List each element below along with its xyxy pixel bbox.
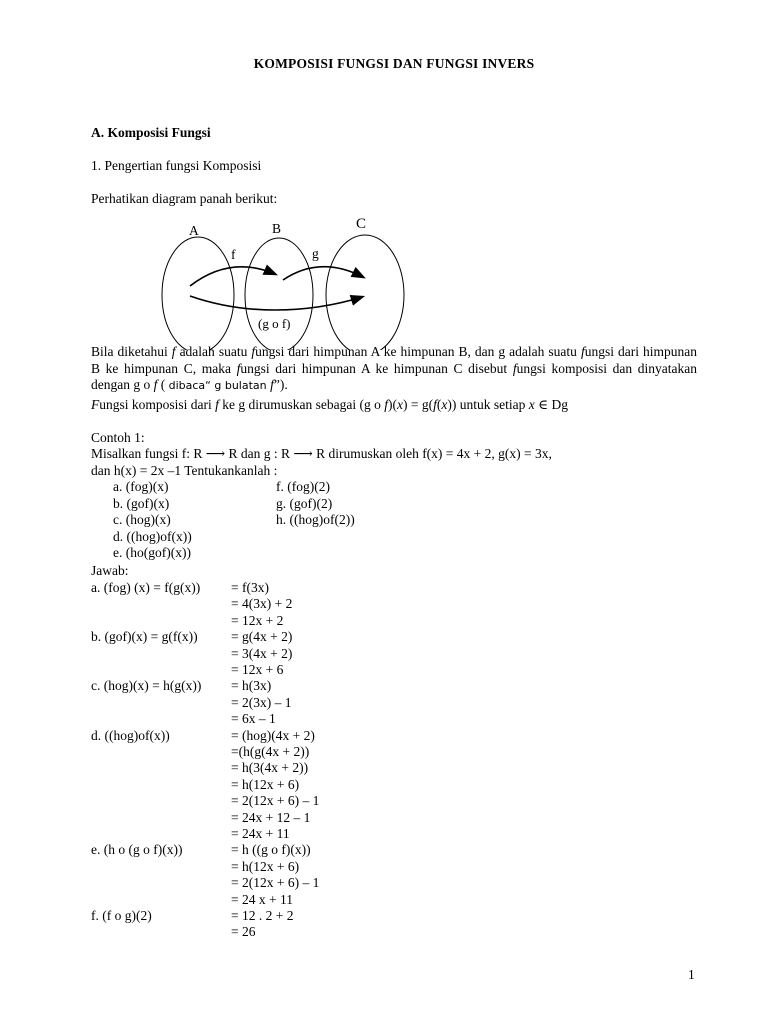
answer-rhs: = 2(12x + 6) – 1	[231, 793, 320, 809]
answer-rhs: = h(3(4x + 2))	[231, 760, 309, 776]
answer-rhs: = 3(4x + 2)	[231, 645, 293, 661]
arrow-g	[283, 267, 363, 280]
arrow-diagram	[150, 210, 420, 350]
label-g: g	[312, 246, 319, 261]
answer-rhs: = 24 x + 11	[231, 891, 293, 907]
answer-rhs: =(h(g(4x + 2))	[231, 744, 310, 759]
answer-rhs: = 24x + 11	[231, 826, 290, 841]
answer-lhs: e. (h o (g o f)(x))	[91, 842, 183, 858]
task-item: e. (ho(gof)(x))	[113, 545, 191, 560]
composition-formula: Fungsi komposisi dari f ke g dirumuskan sebagai (g o f)(x) = g(f(x)) untuk setiap x ∈ Dg	[91, 397, 568, 412]
answer-rhs: = 26	[231, 924, 256, 940]
answer-rhs: = h(12x + 6)	[231, 776, 300, 792]
page-number: 1	[688, 967, 695, 982]
answer-rhs: = 24x + 12 – 1	[231, 809, 311, 825]
section-heading: A. Komposisi Fungsi	[91, 125, 211, 140]
answer-rhs: = f(3x)	[231, 580, 269, 595]
example-line-2: dan h(x) = 2x –1 Tentukankanlah :	[91, 463, 278, 478]
task-item: b. (gof)(x)	[113, 495, 170, 511]
answer-lhs: d. ((hog)of(x))	[91, 727, 170, 743]
answer-rhs: = 2(12x + 6) – 1	[231, 875, 320, 891]
task-item: a. (fog)(x)	[113, 479, 169, 494]
task-item: h. ((hog)of(2))	[276, 512, 355, 527]
label-gof: (g o f)	[258, 316, 291, 331]
answer-lhs: f. (f o g)(2)	[91, 908, 152, 923]
answer-rhs: = 12x + 2	[231, 612, 284, 628]
answer-lhs: a. (fog) (x) = f(g(x))	[91, 580, 201, 595]
subsection-heading: 1. Pengertian fungsi Komposisi	[91, 158, 262, 173]
task-item: g. (gof)(2)	[276, 495, 333, 511]
intro-text: Perhatikan diagram panah berikut:	[91, 191, 278, 206]
answer-rhs: = 12x + 6	[231, 662, 284, 677]
set-a-ellipse	[162, 237, 234, 350]
task-item: f. (fog)(2)	[276, 479, 330, 494]
answer-rhs: = h ((g o f)(x))	[231, 842, 311, 858]
example-label: Contoh 1:	[91, 430, 145, 445]
definition-paragraph: Bila diketahui f adalah suatu fungsi dari himpunan A ke himpunan B, dan g adalah suatu fungsi dari himpunan B ke himpunan C, maka fungsi dari himpunan A ke himpunan C disebut fungsi komposisi dan dinyatakan dengan g o f ( dibaca“ g bulatan f”).	[91, 344, 698, 392]
answer-rhs: = 12 . 2 + 2	[231, 908, 294, 923]
answer-rhs: = g(4x + 2)	[231, 629, 293, 645]
answer-rhs: = 2(3x) – 1	[231, 694, 292, 710]
answer-rhs: = h(12x + 6)	[231, 858, 300, 874]
answer-rhs: = h(3x)	[231, 678, 272, 694]
label-f: f	[231, 247, 236, 262]
answer-rhs: = (hog)(4x + 2)	[231, 727, 315, 743]
label-c: C	[356, 216, 367, 232]
answer-lhs: c. (hog)(x) = h(g(x))	[91, 678, 202, 694]
label-b: B	[272, 221, 282, 236]
answer-rhs: = 4(3x) + 2	[231, 596, 293, 612]
answer-label: Jawab:	[91, 563, 129, 578]
task-item: d. ((hog)of(x))	[113, 528, 192, 544]
task-item: c. (hog)(x)	[113, 512, 171, 527]
set-b-ellipse	[245, 238, 313, 350]
arrow-gof	[190, 296, 362, 310]
example-line-1: Misalkan fungsi f: R ⟶ R dan g : R ⟶ R dirumuskan oleh f(x) = 4x + 2, g(x) = 3x,	[91, 446, 552, 461]
answer-rhs: = 6x – 1	[231, 711, 276, 727]
page-title: KOMPOSISI FUNGSI DAN FUNGSI INVERS	[253, 56, 535, 71]
answer-lhs: b. (gof)(x) = g(f(x))	[91, 629, 198, 645]
set-c-ellipse	[326, 235, 404, 350]
label-a: A	[189, 223, 199, 238]
